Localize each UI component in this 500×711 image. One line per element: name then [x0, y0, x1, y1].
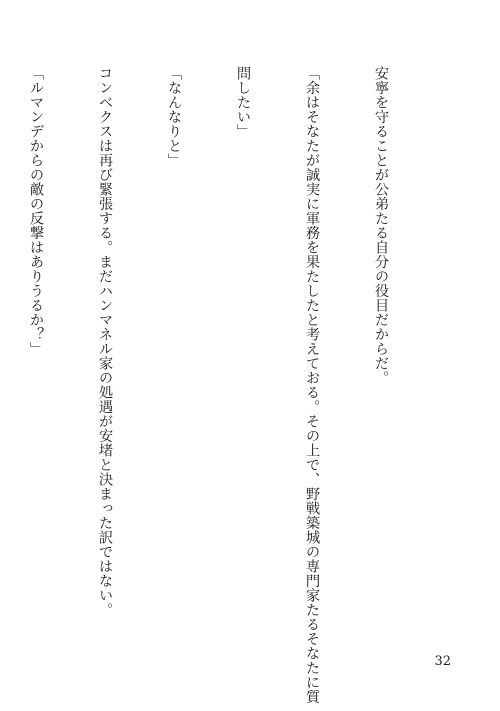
text-line: 安寧を守ることが公弟たる自分の役目だからだ。 [373, 66, 389, 385]
text-line: 「なんなりと」 [166, 66, 182, 168]
text-line: 問したい」 [235, 66, 251, 139]
body-text [0, 66, 438, 704]
page-number: 32 [434, 654, 451, 669]
text-line: 「ルマンデからの敵の反撃はありうるか？」 [28, 66, 44, 356]
text-line: コンベクスは再び緊張する。まだハンマネル家の処遇が安堵と決まった訳ではない。 [97, 66, 113, 617]
text-line: 「余はそなたが誠実に軍務を果たしたと考えておる。その上で、野戦築城の専門家たるそなたに質 [304, 66, 320, 704]
